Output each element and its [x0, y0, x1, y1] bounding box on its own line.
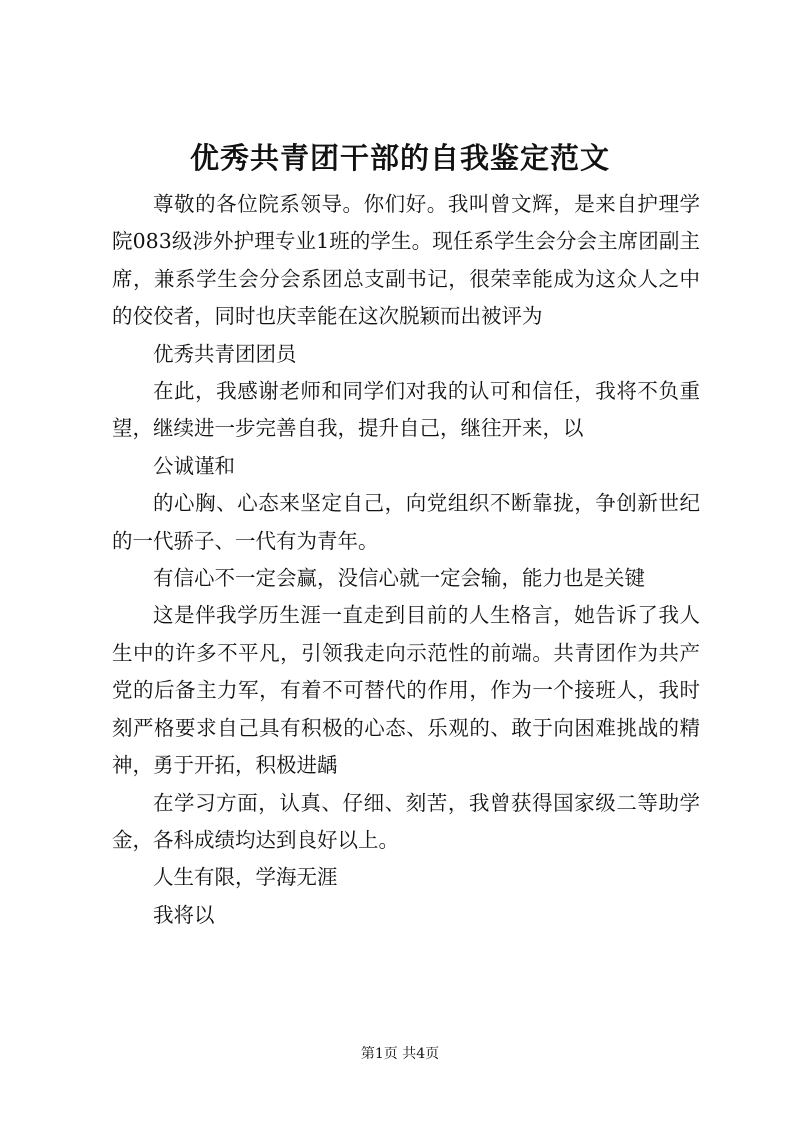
document-body — [112, 186, 700, 934]
paragraph-greeting: 尊敬的各位院系领导。你们好。我叫曾文辉，是来自护理学院083级涉外护理专业1班的学生。现任系学生会分会主席团副主席，兼系学生会分会系团总支副书记，很荣幸能成为这众人之中的佼佼者，同时也庆幸能在这次脱颖而出被评为 — [112, 192, 700, 329]
paragraph-life-limited: 人生有限，学海无涯 — [153, 865, 338, 890]
paragraph-life-motto: 这是伴我学历生涯一直走到目前的人生格言，她告诉了我人生中的许多不平凡，引领我走向示范性的前端。共青团作为共产党的后备主力军，有着不可替代的作用，作为一个接班人，我时刻严格要求自己具有积极的心态、乐观的、敢于向困难挑战的精神，勇于开拓，积极进龋 — [112, 603, 700, 778]
page-footer: 第1页 共4页 — [360, 1046, 440, 1062]
paragraph-commitment: 的心胸、心态来坚定自己，向党组织不断靠拢，争创新世纪的一代骄子、一代有为青年。 — [112, 491, 700, 553]
paragraph-study: 在学习方面，认真、仔细、刻苦，我曾获得国家级二等助学金，各科成绩均达到良好以上。 — [112, 790, 700, 852]
paragraph-motto-words: 公诚谨和 — [153, 453, 235, 478]
document-title: 优秀共青团干部的自我鉴定范文 — [189, 141, 610, 175]
paragraph-thanks: 在此，我感谢老师和同学们对我的认可和信任，我将不负重望，继续进一步完善自我，提升自己，继往开来，以 — [112, 379, 700, 441]
paragraph-award-name: 优秀共青团团员 — [153, 341, 297, 366]
paragraph-closing-start: 我将以 — [153, 902, 215, 927]
paragraph-confidence-quote: 有信心不一定会赢，没信心就一定会输，能力也是关键 — [153, 566, 645, 591]
